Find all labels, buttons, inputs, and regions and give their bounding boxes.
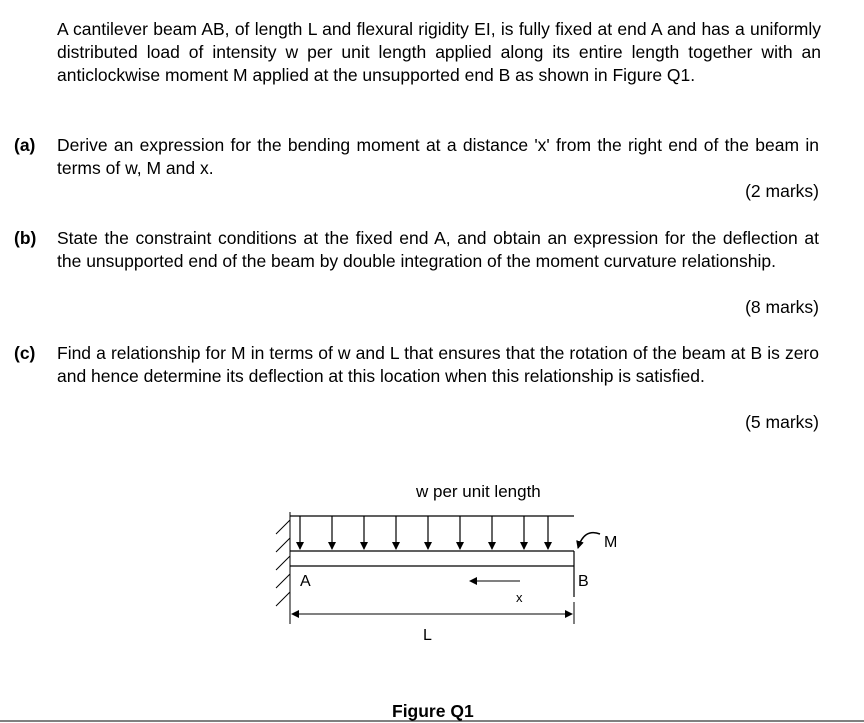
question-a-text: Derive an expression for the bending moment at a distance 'x' from the right end of the beam in terms of w, M and x. [57,135,819,178]
question-b-text: State the constraint conditions at the fixed end A, and obtain an expression for the deflection at the unsupported end of the beam by double integration of the moment curvature relationship. [57,228,819,271]
figure-caption: Figure Q1 [392,701,474,721]
end-b-label: B [578,573,589,590]
x-label: x [516,590,523,605]
question-b-marks: (8 marks) [745,297,819,317]
load-label: w per unit length [416,482,541,501]
question-b-label: (b) [14,228,37,248]
question-a-label: (a) [14,135,36,155]
moment-arrow [578,533,600,548]
end-a-label: A [300,573,311,590]
distributed-load [290,516,574,549]
beam [290,551,574,597]
question-a-marks: (2 marks) [745,181,819,201]
length-label: L [423,627,432,644]
question-c-label: (c) [14,343,36,363]
question-c-marks: (5 marks) [745,412,819,432]
length-dimension [290,602,574,624]
moment-label: M [604,534,618,551]
fixed-support-hatching [276,512,290,606]
question-c-text: Find a relationship for M in terms of w and L that ensures that the rotation of the beam at B is zero and hence determine its deflection at this location when this relationship is satisfied. [57,343,819,386]
problem-statement: A cantilever beam AB, of length L and flexural rigidity EI, is fully fixed at end A and has a uniformly distributed load of intensity w per unit length applied along its entire length together with an anticlockwise moment M applied at the unsupported end B as shown in Figure Q1. [57,19,821,85]
